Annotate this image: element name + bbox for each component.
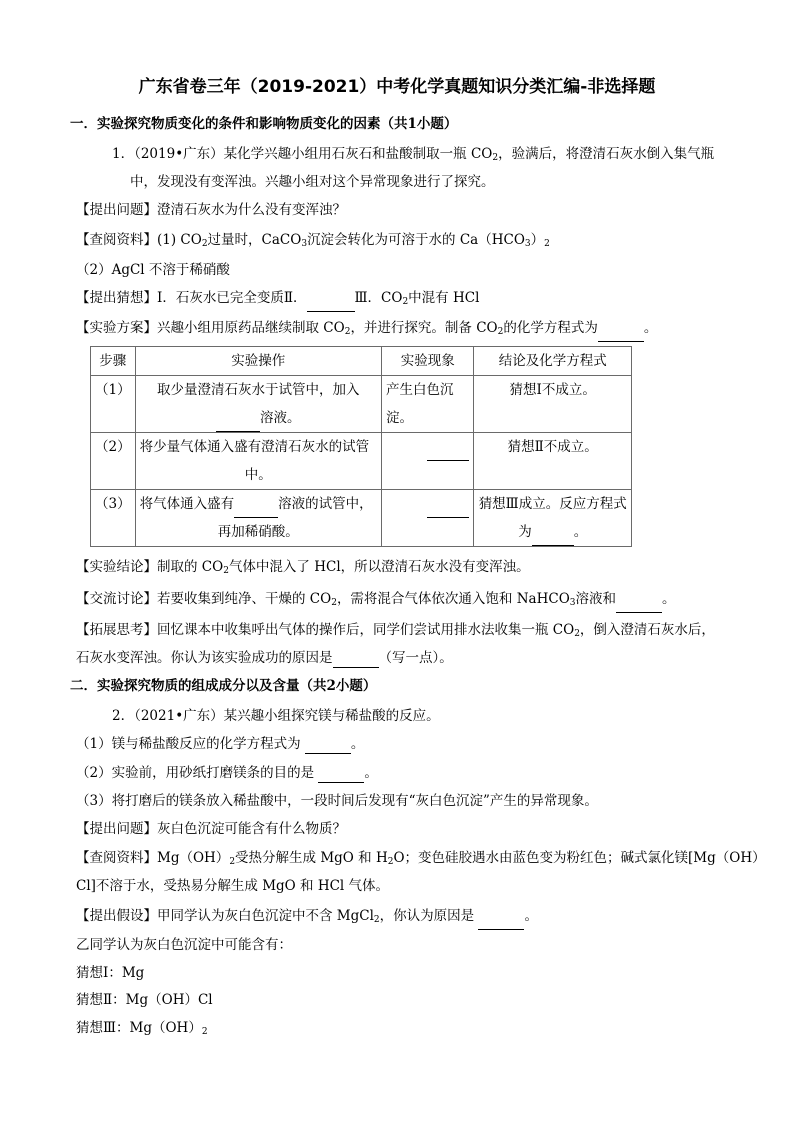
- q2-intro: 2．（2021•广东）某兴趣小组探究镁与稀盐酸的反应。: [112, 708, 440, 724]
- answer-blank[interactable]: [234, 503, 278, 518]
- answer-blank[interactable]: [305, 739, 351, 754]
- q2-reference-line2: Cl]不溶于水，受热易分解生成 MgO 和 HCl 气体。: [76, 878, 390, 894]
- page-title: 广东省卷三年（2019-2021）中考化学真题知识分类汇编-非选择题: [138, 77, 656, 97]
- header-conclusion: 结论及化学方程式: [474, 347, 632, 376]
- answer-blank[interactable]: [333, 653, 379, 668]
- q1-problem: 【提出问题】澄清石灰水为什么没有变浑浊？: [76, 202, 346, 218]
- answer-blank[interactable]: [427, 503, 469, 518]
- q2-guess-2: 猜想Ⅱ：Mg（OH）Cl: [76, 992, 213, 1008]
- q1-reference-2: （2）AgCl 不溶于稀硝酸: [76, 262, 230, 278]
- q1-reference-1: 【查阅资料】(1) $CO_2$过量时，CaCO$_3$沉淀会转化为可溶于水的 $Ca(HCO_3)_2$: [76, 232, 550, 249]
- header-operation: 实验操作: [135, 347, 381, 376]
- q1-intro-line2: 中，发现没有变浑浊。兴趣小组对这个异常现象进行了探究。: [130, 174, 495, 190]
- q2-student-b: 乙同学认为灰白色沉淀中可能含有：: [76, 937, 292, 953]
- header-phenomenon: 实验现象: [381, 347, 473, 376]
- answer-blank[interactable]: [616, 598, 662, 613]
- table-row: （1） 取少量澄清石灰水于试管中，加入 溶液。 产生白色沉淀。 猜想Ⅰ不成立。: [91, 376, 632, 433]
- q1-plan: 【实验方案】兴趣小组用原药品继续制取 $CO_2$，并进行探究。制备 $CO_2$的化学方程式为 。: [76, 318, 657, 342]
- table-row: （2） 将少量气体通入盛有澄清石灰水的试管 中。 猜想Ⅱ不成立。: [91, 433, 632, 490]
- q1-hypothesis: 【提出猜想】Ⅰ．石灰水已完全变质Ⅱ． Ⅲ．$CO_2$中混有 HCl: [76, 288, 479, 312]
- q2-part2: （2）实验前，用砂纸打磨镁条的目的是 。: [76, 765, 378, 781]
- section-heading-2: 二．实验探究物质的组成成分以及含量（共2小题）: [70, 678, 377, 694]
- experiment-table: [90, 346, 632, 547]
- q2-guess-1: 猜想Ⅰ：Mg: [76, 965, 145, 981]
- table-row: （3） 将气体通入盛有 溶液的试管中， 再加稀硝酸。 猜想Ⅲ成立。反应方程式 为 。: [91, 490, 632, 547]
- q1-conclusion: 【实验结论】制取的 $CO_2$气体中混入了 HCl，所以澄清石灰水没有变浑浊。: [76, 559, 530, 576]
- q2-part3: （3）将打磨后的镁条放入稀盐酸中，一段时间后发现有“灰白色沉淀”产生的异常现象。: [76, 793, 598, 809]
- answer-blank[interactable]: [307, 297, 355, 312]
- answer-blank[interactable]: [318, 768, 364, 783]
- q2-hypothesis: 【提出假设】甲同学认为灰白色沉淀中不含 MgCl$_2$，你认为原因是 。: [76, 906, 538, 930]
- answer-blank[interactable]: [216, 417, 260, 432]
- q2-part1: （1）镁与稀盐酸反应的化学方程式为 。: [76, 736, 365, 752]
- answer-blank[interactable]: [532, 531, 574, 546]
- section-heading-1: 一．实验探究物质变化的条件和影响物质变化的因素（共1小题）: [70, 116, 458, 132]
- q2-guess-3: 猜想Ⅲ：$Mg(OH)_2$: [76, 1020, 208, 1037]
- answer-blank[interactable]: [427, 446, 469, 461]
- header-step: 步骤: [91, 347, 136, 376]
- table-header-row: [91, 347, 632, 376]
- q2-problem: 【提出问题】灰白色沉淀可能含有什么物质？: [76, 821, 346, 837]
- q1-intro-line1: 1．（2019•广东）某化学兴趣小组用石灰石和盐酸制取一瓶 $CO_2$，验满后，将澄清石灰水倒入集气瓶: [112, 146, 715, 163]
- q1-extension-line2: 石灰水变浑浊。你认为该实验成功的原因是 （写一点）。: [76, 650, 453, 666]
- q1-extension-line1: 【拓展思考】回忆课本中收集呼出气体的操作后，同学们尝试用排水法收集一瓶 $CO_2$，倒入澄清石灰水后，: [76, 622, 715, 639]
- q1-discussion: 【交流讨论】若要收集到纯净、干燥的 $CO_2$，需将混合气体依次通入饱和 NaHCO$_3$溶液和 。: [76, 589, 676, 613]
- q2-reference-line1: 【查阅资料】$Mg(OH)_2$受热分解生成 MgO 和 $H_2O$；变色硅胶遇水由蓝色变为粉红色；碱式氯化镁[Mg（OH）: [76, 850, 766, 867]
- answer-blank[interactable]: [598, 327, 644, 342]
- answer-blank[interactable]: [478, 915, 524, 930]
